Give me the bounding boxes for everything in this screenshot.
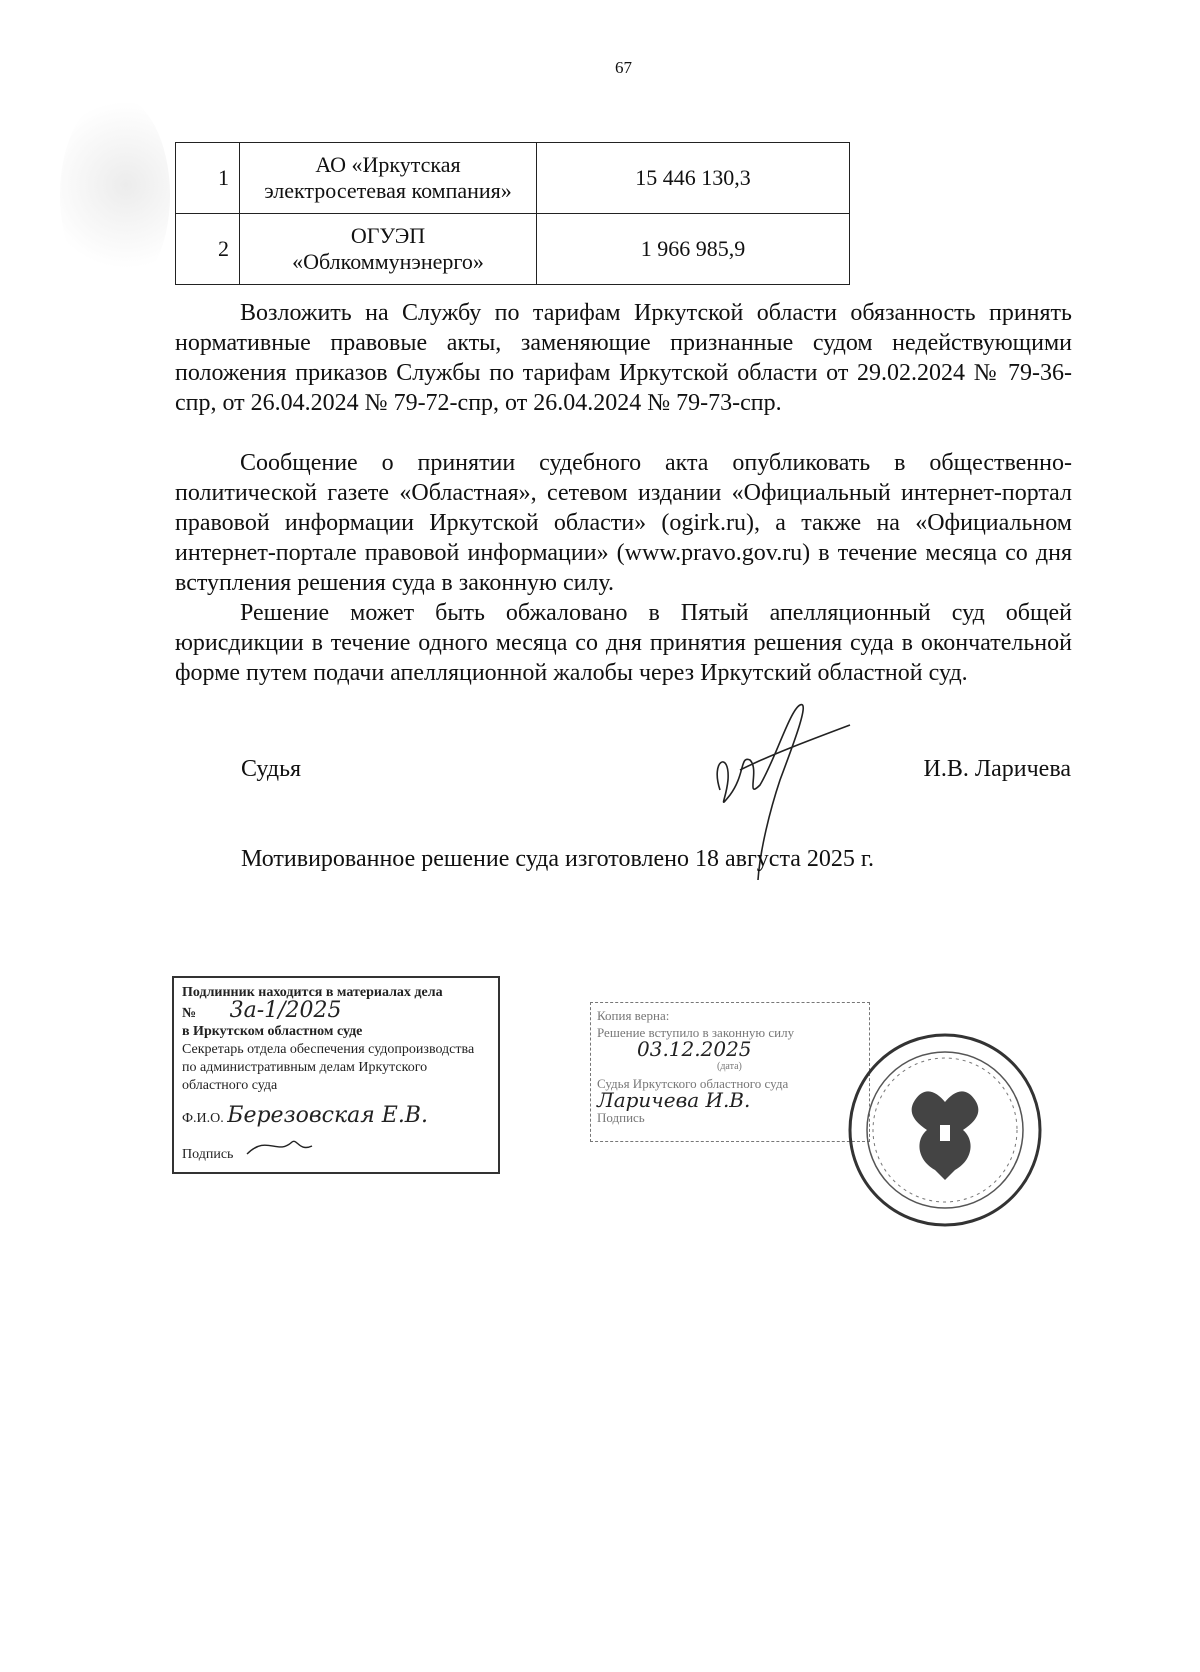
org-name-line: электросетевая компания» bbox=[264, 178, 512, 203]
case-number: 3а-1/2025 bbox=[229, 998, 342, 1023]
judge-role: Судья bbox=[241, 756, 302, 782]
table-row bbox=[176, 214, 850, 285]
fio-line: Ф.И.О. Березовская Е.В. bbox=[182, 1103, 428, 1128]
original-location-stamp bbox=[172, 976, 500, 1174]
row-number: 2 bbox=[176, 214, 240, 285]
tariff-table bbox=[175, 142, 850, 285]
fio-value: Березовская Е.В. bbox=[227, 1103, 428, 1128]
scan-speckle bbox=[60, 95, 170, 295]
entry-date: 03.12.2025 bbox=[637, 1037, 752, 1061]
value-cell: 1 966 985,9 bbox=[537, 214, 850, 285]
certified-copy-stamp: Копия верна: Решение вступило в законную силу 03.12.2025 (дата) Судья Иркутского областного суда Ларичева И.В. Подпись bbox=[590, 1002, 870, 1142]
secretary-signature-icon bbox=[237, 1134, 317, 1158]
motivated-decision-note: Мотивированное решение суда изготовлено 18 августа 2025 г. bbox=[241, 846, 875, 872]
table-row bbox=[176, 143, 850, 214]
judge-handwritten-name: Ларичева И.В. bbox=[597, 1088, 751, 1112]
signature-row bbox=[241, 756, 1071, 783]
org-name-line: «Облкоммунэнерго» bbox=[292, 249, 484, 274]
value-cell: 15 446 130,3 bbox=[537, 143, 850, 214]
decision-paragraph-3: Решение может быть обжаловано в Пятый апелляционный суд общей юрисдикции в течение одного месяца со дня принятия решения суда в окончательной форме путем подачи апелляционной жалобы через Иркутский областной суд. bbox=[175, 600, 1072, 686]
decision-paragraph-2: Сообщение о принятии судебного акта опубликовать в общественно-политической газете «Областная», сетевом издании «Официальный интернет-портал правовой информации Иркутской области» (ogirk.ru), а также на «Официальном интернет-портале правовой информации» (www.pravo.gov.ru) в течение месяца со дня вступления решения суда в законную силу. bbox=[175, 450, 1072, 596]
case-number-line: № 3а-1/2025 bbox=[182, 998, 342, 1023]
org-name-line: ОГУЭП bbox=[350, 223, 426, 249]
org-cell bbox=[240, 143, 537, 214]
sign-line: Подпись bbox=[182, 1134, 490, 1164]
court-line: в Иркутском областном суде bbox=[182, 1024, 363, 1039]
secretary-line: Секретарь отдела обеспечения судопроизводства по административным делам Иркутского областного суда bbox=[182, 1042, 475, 1093]
row-number: 1 bbox=[176, 143, 240, 214]
judge-name: И.В. Ларичева bbox=[923, 756, 1071, 782]
page-number: 67 bbox=[615, 58, 632, 77]
decision-paragraph-1: Возложить на Службу по тарифам Иркутской области обязанность принять нормативные правовые акты, заменяющие признанные судом недействующими положения приказов Службы по тарифам Иркутской области от 29.02.2024 № 79-36-спр, от 26.04.2024 № 79-72-спр, от 26.04.2024 № 79-73-спр. bbox=[175, 300, 1072, 416]
court-seal-icon bbox=[845, 1030, 1045, 1230]
org-cell bbox=[240, 214, 537, 285]
org-name-line: АО «Иркутская bbox=[315, 152, 461, 178]
stamp-heading: Подлинник находится в материалах дела bbox=[182, 985, 443, 1000]
